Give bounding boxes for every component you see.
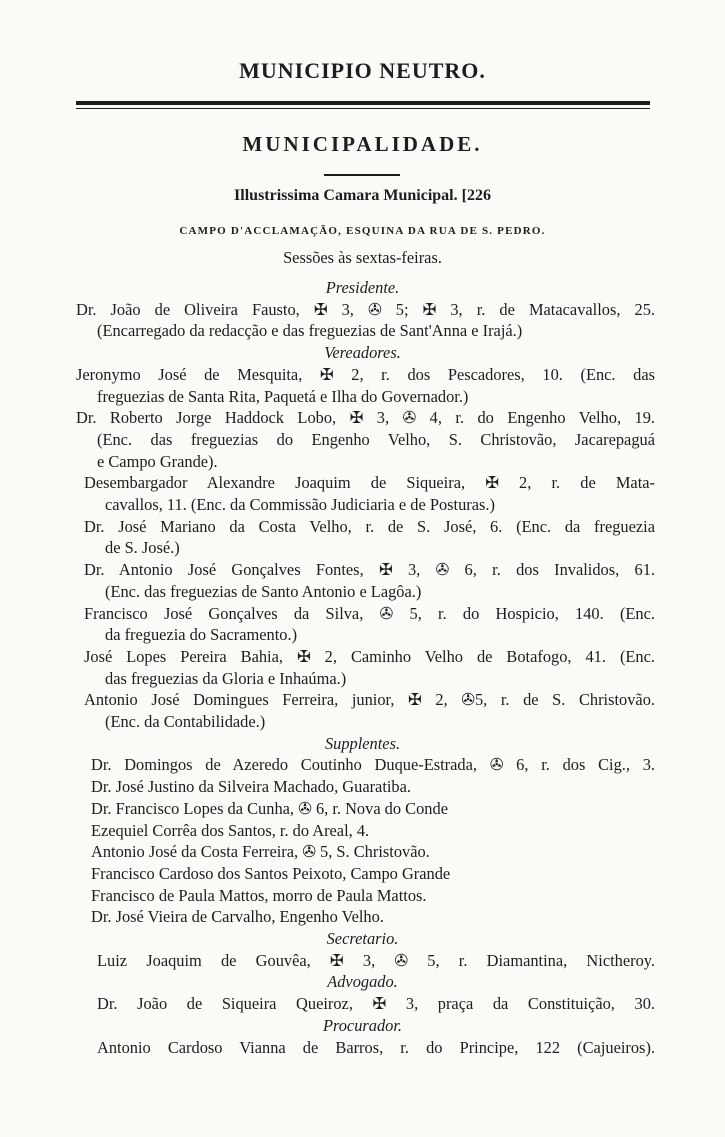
entry-line: Dr. José Mariano da Costa Velho, r. de S. José, 6. (Enc. da freguezia bbox=[84, 516, 655, 536]
double-rule-thin bbox=[76, 108, 650, 109]
entry-line: Antonio Cardoso Vianna de Barros, r. do Principe, 122 (Cajueiros). bbox=[97, 1037, 655, 1057]
entry-line: cavallos, 11. (Enc. da Commissão Judiciaria e de Posturas.) bbox=[105, 495, 495, 514]
entry-line: Jeronymo José de Mesquita, ✠ 2, r. dos Pescadores, 10. (Enc. das bbox=[76, 364, 655, 384]
entry-line: (Encarregado da redacção e das freguezias de Sant'Anna e Irajá.) bbox=[97, 321, 523, 341]
entry-line: Francisco de Paula Mattos, morro de Paula Mattos. bbox=[91, 885, 427, 905]
entry-line: Dr. Domingos de Azeredo Coutinho Duque-Estrada, ✇ 6, r. dos Cig., 3. bbox=[91, 755, 655, 775]
entry-line: Antonio José da Costa Ferreira, ✇ 5, S. Christovão. bbox=[91, 842, 430, 862]
entry-line: das freguezias da Gloria e Inhaúma.) bbox=[105, 668, 347, 688]
role-heading: Advogado. bbox=[327, 972, 398, 992]
entry-line: (Enc. das freguezias do Engenho Velho, S. Christovão, Jacarepaguá bbox=[97, 429, 655, 449]
short-rule bbox=[324, 174, 400, 176]
entry-line: de S. José.) bbox=[105, 538, 180, 558]
section-title: MUNICIPALIDADE. bbox=[242, 132, 483, 156]
entry-line: Francisco José Gonçalves da Silva, ✇ 5, r. do Hospicio, 140. (Enc. bbox=[84, 603, 655, 623]
role-heading: Presidente. bbox=[325, 278, 400, 297]
camara-heading: Illustrissima Camara Municipal. [226 bbox=[234, 187, 491, 204]
entry-line: Francisco Cardoso dos Santos Peixoto, Campo Grande bbox=[91, 863, 451, 883]
running-head: MUNICIPIO NEUTRO. bbox=[239, 58, 486, 83]
entry-line: Ezequiel Corrêa dos Santos, r. do Areal, 4. bbox=[91, 820, 370, 840]
entry-line: Dr. João de Siqueira Queiroz, ✠ 3, praça da Constituição, 30. bbox=[97, 994, 655, 1014]
camara-address: CAMPO D'ACCLAMAÇÃO, ESQUINA DA RUA DE S. PEDRO. bbox=[179, 225, 546, 237]
entry-line: e Campo Grande). bbox=[97, 451, 218, 471]
entry-line: freguezias de Santa Rita, Paquetá e Ilha do Governador.) bbox=[97, 386, 469, 406]
entry-line: (Enc. das freguezias de Santo Antonio e Lagôa.) bbox=[105, 581, 422, 601]
double-rule-thick bbox=[76, 101, 650, 105]
entry-line: da freguezia do Sacramento.) bbox=[105, 625, 298, 645]
role-heading: Secretario. bbox=[326, 929, 399, 948]
entry-line: Dr. José Vieira de Carvalho, Engenho Velho. bbox=[91, 907, 384, 927]
entry-line: Dr. Roberto Jorge Haddock Lobo, ✠ 3, ✇ 4, r. do Engenho Velho, 19. bbox=[76, 408, 655, 428]
entry-line: (Enc. da Contabilidade.) bbox=[105, 712, 266, 731]
entry-line: Dr. Antonio José Gonçalves Fontes, ✠ 3, ✇ 6, r. dos Invalidos, 61. bbox=[84, 560, 655, 580]
role-heading: Supplentes. bbox=[324, 733, 401, 753]
role-heading: Procurador. bbox=[322, 1015, 403, 1035]
entry-line: Desembargador Alexandre Joaquim de Siqueira, ✠ 2, r. de Mata- bbox=[84, 473, 655, 493]
role-heading: Vereadores. bbox=[324, 343, 401, 363]
entry-line: Dr. Francisco Lopes da Cunha, ✇ 6, r. Nova do Conde bbox=[91, 798, 448, 818]
entry-line: Dr. João de Oliveira Fausto, ✠ 3, ✇ 5; ✠ 3, r. de Matacavallos, 25. bbox=[76, 299, 655, 319]
entry-line: Dr. José Justino da Silveira Machado, Guaratiba. bbox=[91, 777, 412, 797]
entry-line: Luiz Joaquim de Gouvêa, ✠ 3, ✇ 5, r. Diamantina, Nictheroy. bbox=[97, 950, 655, 970]
entry-line: José Lopes Pereira Bahia, ✠ 2, Caminho Velho de Botafogo, 41. (Enc. bbox=[84, 646, 655, 666]
entry-line: Antonio José Domingues Ferreira, junior, ✠ 2, ✇5, r. de S. Christovão. bbox=[84, 690, 655, 710]
sessions-note: Sessões às sextas-feiras. bbox=[283, 248, 442, 267]
